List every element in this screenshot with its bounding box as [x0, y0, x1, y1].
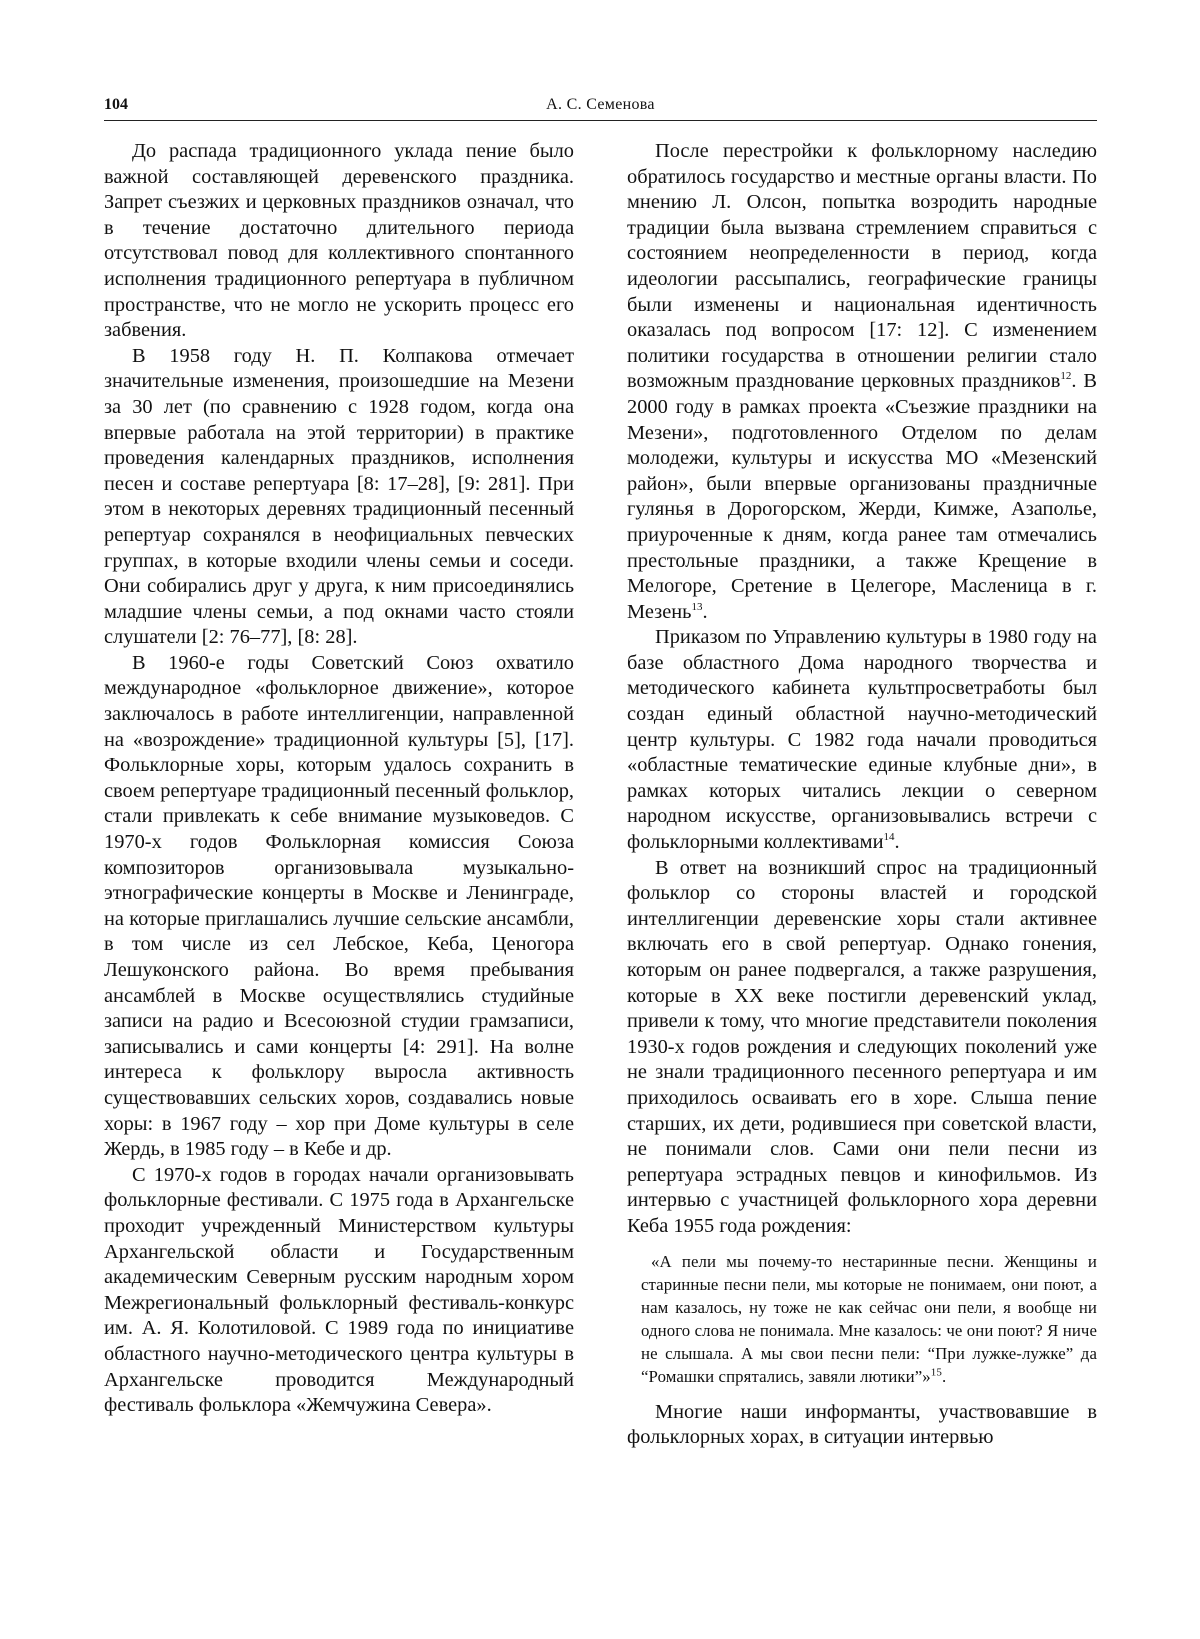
footnote-marker: 15	[930, 1365, 942, 1378]
right-column	[627, 139, 1097, 1451]
paragraph: В 1958 году Н. П. Колпакова отмечает значительные изменения, произошедшие на Мезени за 30 лет (по сравнению с 1928 годом, когда она впервые работала на этой территории) в практике проведения календарных праздников, исполнения песен и составе репертуара [8: 17–28], [9: 281]. При этом в некоторых деревнях традиционный песенный репертуар сохранялся в неофициальных певческих группах, в которые входили члены семьи и соседи. Они собирались друг у друга, к ним присоединялись младшие члены семьи, а под окнами часто стояли слушатели [2: 76–77], [8: 28].	[104, 344, 574, 649]
footnote-marker: 12	[1060, 370, 1072, 383]
paragraph-text: .	[702, 600, 708, 623]
footnote-marker: 14	[883, 831, 895, 844]
page-number: 104	[104, 96, 128, 113]
paragraph: В ответ на возникший спрос на традиционный фольклор со стороны властей и городской интеллигенции деревенские хоры стали активнее включать его в свой репертуар. Однако гонения, которым он ранее подвергался, а также разрушения, которые в XX веке постигли деревенский уклад, привели к тому, что многие представители поколения 1930-х годов рождения и следующих поколений уже не знали традиционного песенного репертуара и им приходилось осваивать его в хоре. Слыша пение старших, их дети, родившиеся при советской власти, не понимали слов. Сами они пели песни из репертуара эстрадных певцов и кинофильмов. Из интервью с участницей фольклорного хора деревни Кеба 1955 года рождения:	[627, 856, 1097, 1237]
paragraph: Многие наши информанты, участвовавшие в фольклорных хорах, в ситуации интервью	[627, 1400, 1097, 1449]
document-page	[104, 0, 1097, 1639]
paragraph	[627, 139, 1097, 625]
footnote-marker: 13	[691, 600, 703, 613]
paragraph: В 1960-е годы Советский Союз охватило международное «фольклорное движение», которое заключалось в работе интеллигенции, направленной на «возрождение» традиционной культуры [5], [17]. Фольклорные хоры, которым удалось сохранить в своем репертуаре традиционный песенный фольклор, стали привлекать к себе внимание музыковедов. С 1970-х годов Фольклорная комиссия Союза композиторов организовывала музыкально-этнографические концерты в Москве и Ленинграде, на которые приглашались лучшие сельские ансамбли, в том числе из сел Лебское, Кеба, Ценогора Лешуконского района. Во время пребывания ансамблей в Москве осуществлялись студийные записи на радио и Всесоюзной студии грамзаписи, записывались и сами концерты [4: 291]. На волне интереса к фольклору выросла активность существовавших сельских хоров, создавались новые хоры: в 1967 году – хор при Доме культуры в селе Жердь, в 1985 году – в Кебе и др.	[104, 651, 574, 1161]
paragraph-text: .	[894, 831, 900, 854]
paragraph: С 1970-х годов в городах начали организовывать фольклорные фестивали. С 1975 года в Архангельске проходит учрежденный Министерством культуры Архангельской области и Государственным академическим Северным русским народным хором Межрегиональный фольклорный фестиваль-конкурс им. А. Я. Колотиловой. С 1989 года по инициативе областного научно-методического центра культуры в Архангельске проводится Международный фестиваль фольклора «Жемчужина Севера».	[104, 1163, 574, 1417]
paragraph	[627, 625, 1097, 855]
paragraph-text: . В 2000 году в рамках проекта «Съезжие праздники на Мезени», подготовленного Отделом по делам молодежи, культуры и искусства МО «Мезенский район», были впервые организованы праздничные гулянья в Дорогорском, Жерди, Кимже, Азаполье, приуроченные к дням, когда ранее там отмечались престольные праздники, а также Крещение в Мелогоре, Сретение в Целегоре, Масленица в г. Мезень	[627, 370, 1097, 623]
quote-text: «А пели мы почему-то нестаринные песни. Женщины и старинные песни пели, мы которые не понимаем, они поют, а нам казалось, ну тоже не как сейчас они пели, я вообще ни одного слова не понимала. Мне казалось: че они поют? Я ниче не слышала. А мы свои песни пели: “При лужке-лужке” да “Ромашки спрятались, завяли лютики”»	[641, 1251, 1097, 1386]
paragraph-text: Приказом по Управлению культуры в 1980 году на базе областного Дома народного творчества и методического кабинета культпросветработы был создан единый областной научно-методический центр культуры. С 1982 года начали проводиться «областные тематические единые клубные дни», в рамках которых читались лекции о северном народном искусстве, организовывались встречи с фольклорными коллективами	[627, 626, 1097, 854]
paragraph-text: После перестройки к фольклорному наследию обратилось государство и местные органы власти. По мнению Л. Олсон, попытка возродить народные традиции была вызвана стремлением справиться с состоянием неопределенности в период, когда идеологии рассыпались, географические границы были изменены и национальная идентичность оказалась под вопросом [17: 12]. С изменением политики государства в отношении религии стало возможным празднование церковных праздников	[627, 140, 1097, 393]
interview-quote	[627, 1250, 1097, 1388]
running-title: А. С. Семенова	[546, 96, 655, 113]
left-column	[104, 139, 574, 1419]
quote-text: .	[942, 1366, 947, 1386]
page-header	[104, 94, 1097, 121]
paragraph: До распада традиционного уклада пение было важной составляющей деревенского праздника. Запрет съезжих и церковных праздников означал, что в течение достаточно длительного периода отсутствовал повод для коллективного спонтанного исполнения традиционного репертуара в публичном пространстве, что не могло не ускорить процесс его забвения.	[104, 140, 574, 342]
